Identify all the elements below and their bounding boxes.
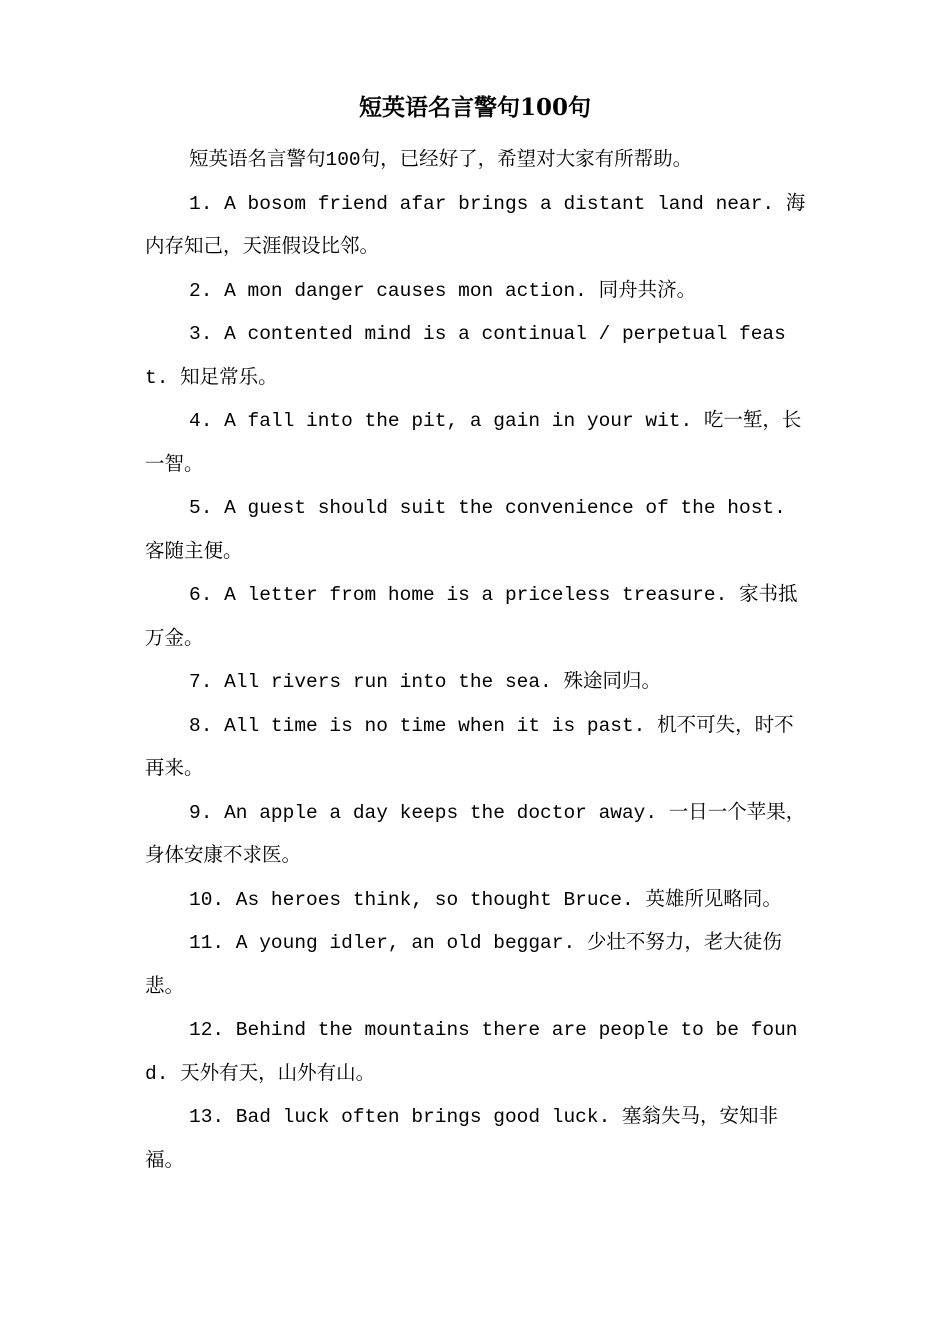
document-body bbox=[145, 139, 807, 1183]
proverb-item-10: 10. As heroes think, so thought Bruce. 英雄所见略同。 bbox=[189, 888, 782, 911]
proverb-item-11: 11. A young idler, an old beggar. 少壮不努力，老大徒伤悲。 bbox=[145, 932, 782, 998]
proverb-item-5: 5. A guest should suit the convenience of the host. 客随主便。 bbox=[145, 497, 786, 563]
proverb-item-12: 12. Behind the mountains there are people to be found. 天外有天，山外有山。 bbox=[145, 1019, 798, 1085]
intro-paragraph: 短英语名言警句100句，已经好了，希望对大家有所帮助。 bbox=[189, 149, 693, 171]
proverb-item-2: 2. A mon danger causes mon action. 同舟共济。 bbox=[189, 279, 697, 302]
proverb-item-13: 13. Bad luck often brings good luck. 塞翁失马，安知非福。 bbox=[145, 1106, 778, 1172]
proverb-item-4: 4. A fall into the pit, a gain in your wit. 吃一堑，长一智。 bbox=[145, 410, 802, 476]
proverb-item-8: 8. All time is no time when it is past. 机不可失，时不再来。 bbox=[145, 714, 794, 780]
document-title: 短英语名言警句100句 bbox=[358, 94, 591, 121]
proverb-item-9: 9. An apple a day keeps the doctor away. 一日一个苹果，身体安康不求医。 bbox=[145, 801, 806, 867]
proverb-item-3: 3. A contented mind is a continual / perpetual feast. 知足常乐。 bbox=[145, 323, 786, 389]
proverb-item-6: 6. A letter from home is a priceless treasure. 家书抵万金。 bbox=[145, 584, 798, 650]
proverb-item-7: 7. All rivers run into the sea. 殊途同归。 bbox=[189, 671, 661, 693]
proverb-item-1: 1. A bosom friend afar brings a distant land near. 海内存知己，天涯假设比邻。 bbox=[145, 192, 806, 258]
